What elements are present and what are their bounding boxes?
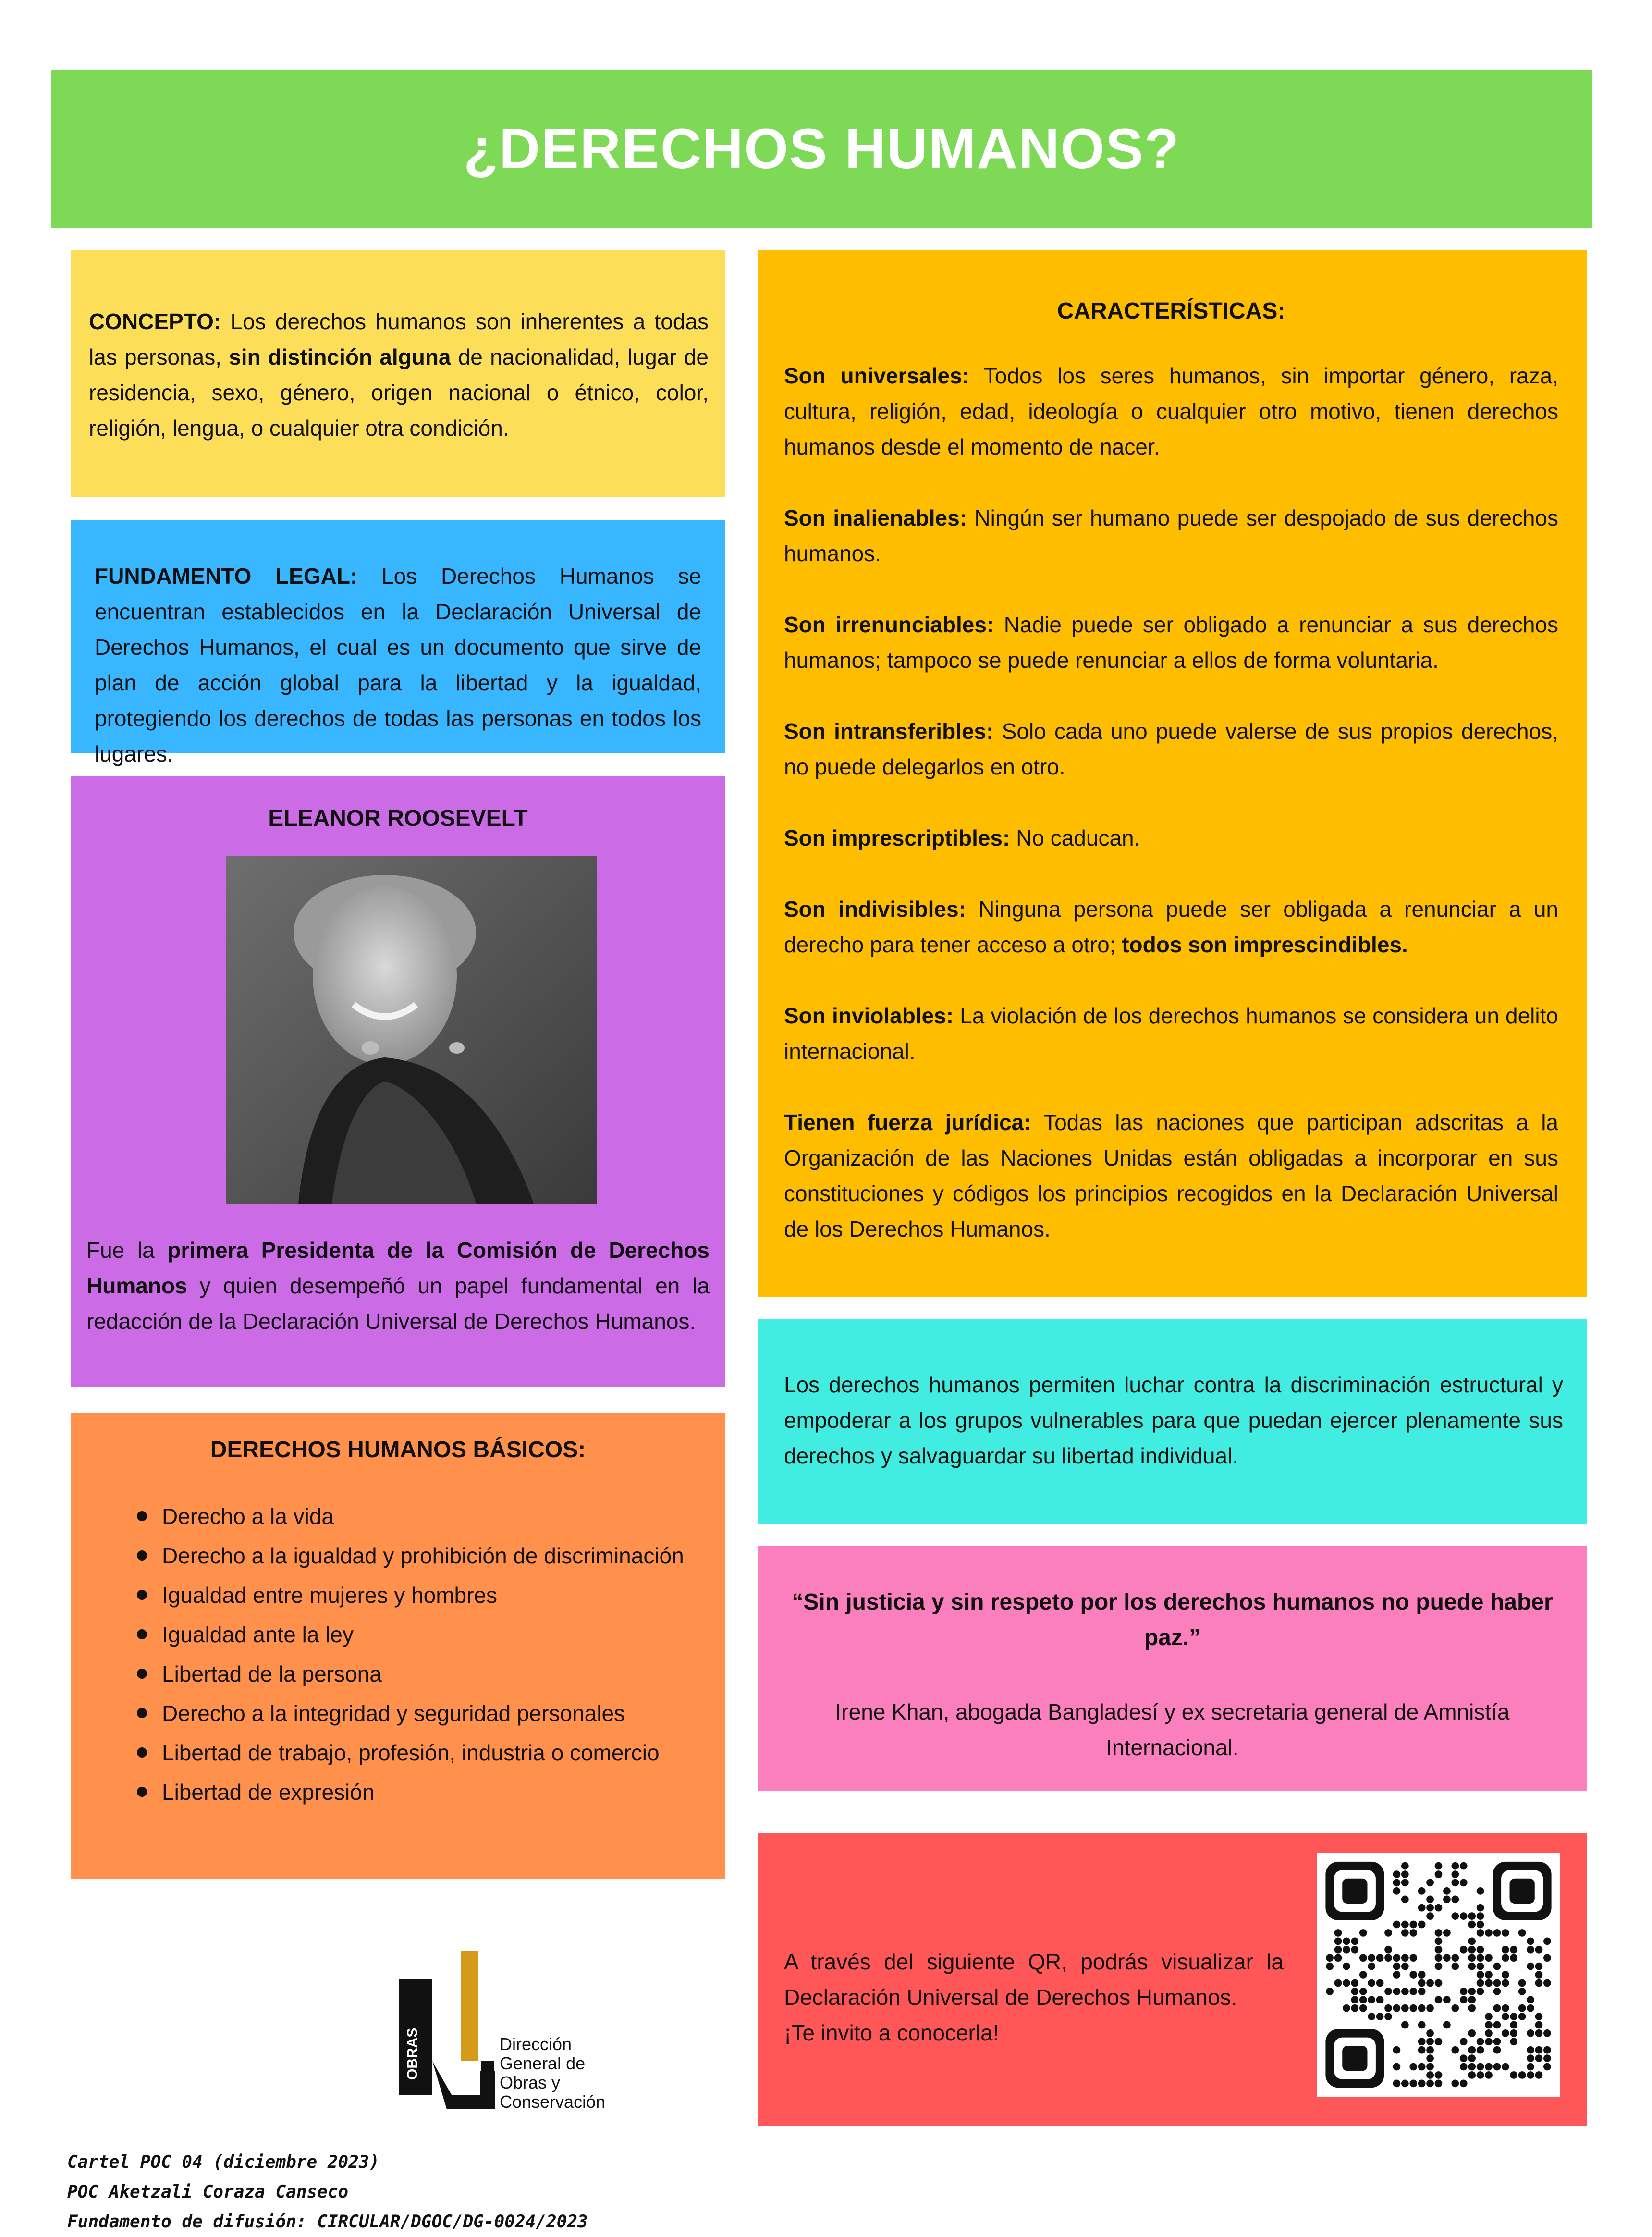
characteristic-item (784, 998, 1558, 1069)
qr-text-2: ¡Te invito a conocerla! (784, 2020, 999, 2045)
list-item: Igualdad entre mujeres y hombres (162, 1575, 706, 1615)
list-item: Igualdad ante la ley (162, 1615, 706, 1654)
characteristic-emphasis: todos son imprescindibles. (1122, 932, 1408, 957)
characteristic-item (784, 358, 1558, 465)
qr-instructions (784, 1944, 1284, 2051)
characteristic-item (784, 500, 1558, 571)
characteristic-text: Solo cada uno puede valerse de sus propios derechos, no puede delegarlos en otro. (784, 719, 1558, 779)
quote-author: Irene Khan, abogada Bangladesí y ex secretaria general de Amnistía Internacional. (835, 1699, 1510, 1760)
footer-line-3: Fundamento de difusión: CIRCULAR/DGOC/DG-0024/2023 (67, 2212, 588, 2232)
legal-label: FUNDAMENTO LEGAL: (95, 564, 358, 589)
eleanor-text-1: Fue la (86, 1238, 168, 1263)
qr-card (758, 1833, 1587, 2126)
eleanor-roosevelt-card (71, 776, 725, 1387)
discrimination-text: Los derechos humanos permiten luchar contra la discriminación estructural y empoderar a los grupos vulnerables para que puedan ejercer plenamente sus derechos y salvaguardar su libertad individual. (784, 1372, 1563, 1468)
title-banner (51, 70, 1592, 228)
footer-line-2: POC Aketzali Coraza Canseco (67, 2182, 349, 2202)
characteristic-label: Son universales: (784, 363, 969, 388)
list-item: Libertad de la persona (162, 1654, 706, 1694)
characteristic-item (784, 713, 1558, 785)
concept-label: CONCEPTO: (89, 309, 221, 334)
characteristic-label: Tienen fuerza jurídica: (784, 1110, 1031, 1135)
characteristic-text: Todos los seres humanos, sin importar género, raza, cultura, religión, edad, ideología o cualquier otro motivo, tienen derechos humanos desde el momento de nacer. (784, 363, 1558, 459)
concept-card (71, 250, 725, 497)
logo-vertical-text: OBRAS (404, 2028, 420, 2080)
qr-text-1: A través del siguiente QR, podrás visualizar la Declaración Universal de Derechos Humanos. (784, 1949, 1284, 2010)
characteristic-label: Son inalienables: (784, 505, 967, 530)
legal-paragraph (95, 558, 701, 772)
page-title: ¿DERECHOS HUMANOS? (463, 117, 1180, 181)
concept-emphasis: sin distinción alguna (229, 344, 451, 369)
list-item: Libertad de expresión (162, 1772, 706, 1812)
characteristic-label: Son intransferibles: (784, 719, 994, 744)
list-item: Derecho a la igualdad y prohibición de discriminación (162, 1536, 706, 1575)
characteristic-item (784, 820, 1558, 856)
discrimination-card (758, 1319, 1587, 1524)
basic-rights-card (71, 1413, 725, 1879)
quote-card (758, 1546, 1587, 1791)
eleanor-text-2: y quien desempeñó un papel fundamental en la redacción de la Declaración Universal de Derechos Humanos. (86, 1273, 710, 1334)
quote-text: “Sin justicia y sin respeto por los derechos humanos no puede haber paz.” (792, 1589, 1553, 1650)
characteristic-label: Son irrenunciables: (784, 612, 994, 637)
qr-code-graphic (1317, 1853, 1560, 2097)
characteristic-text: No caducan. (1010, 825, 1140, 850)
characteristic-item (784, 1105, 1558, 1247)
concept-text-1: Los derechos humanos son inherentes a todas las personas, (89, 309, 709, 369)
characteristic-text: Ninguna persona puede ser obligada a renunciar a un derecho para tener acceso a otro; (784, 897, 1559, 957)
logo-name: Dirección General de Obras y Conservación (500, 2034, 606, 2112)
eleanor-title: ELEANOR ROOSEVELT (268, 806, 528, 831)
eleanor-bio (86, 1232, 710, 1339)
characteristic-item (784, 891, 1558, 962)
characteristic-text: Todas las naciones que participan adscritas a la Organización de las Naciones Unidas están obligadas a incorporar en sus constituciones y códigos los principios recogidos en la Declaración Universal de los Derechos Humanos. (784, 1110, 1558, 1241)
characteristics-card (758, 250, 1587, 1297)
characteristic-label: Son inviolables: (784, 1003, 954, 1028)
basic-rights-title: DERECHOS HUMANOS BÁSICOS: (210, 1437, 586, 1463)
characteristic-label: Son indivisibles: (784, 897, 966, 922)
obras-logo (399, 1951, 649, 2133)
list-item: Libertad de trabajo, profesión, industria o comercio (162, 1733, 706, 1772)
characteristic-text: La violación de los derechos humanos se considera un delito internacional. (784, 1003, 1558, 1064)
eleanor-portrait-photo (226, 856, 597, 1204)
legal-basis-card (71, 520, 725, 766)
eleanor-emphasis: primera Presidenta de la Comisión de Derechos Humanos (86, 1238, 710, 1298)
characteristic-text: Ningún ser humano puede ser despojado de sus derechos humanos. (784, 505, 1559, 566)
concept-paragraph (89, 304, 709, 446)
characteristic-item (784, 607, 1558, 678)
footer-credits (67, 2148, 692, 2237)
qr-code[interactable] (1317, 1853, 1560, 2097)
list-item: Derecho a la vida (162, 1497, 706, 1536)
list-item: Derecho a la integridad y seguridad personales (162, 1694, 706, 1733)
logo-mark (399, 1951, 495, 2133)
characteristics-title: CARACTERÍSTICAS: (1057, 298, 1285, 324)
legal-text: Los Derechos Humanos se encuentran establecidos en la Declaración Universal de Derechos Humanos, el cual es un documento que sirve de plan de acción global para la libertad y la igualdad, protegiendo los derechos de todas las personas en todos los lugares. (95, 564, 701, 766)
characteristic-text: Nadie puede ser obligado a renunciar a sus derechos humanos; tampoco se puede renunciar a ellos de forma voluntaria. (784, 612, 1558, 673)
basic-rights-list (90, 1497, 706, 1812)
portrait-illustration (226, 856, 597, 1204)
characteristic-label: Son imprescriptibles: (784, 825, 1010, 850)
footer-line-1: Cartel POC 04 (diciembre 2023) (67, 2152, 380, 2172)
concept-text-2: de nacionalidad, lugar de residencia, sexo, género, origen nacional o étnico, color, religión, lengua, o cualquier otra condición. (89, 344, 709, 441)
